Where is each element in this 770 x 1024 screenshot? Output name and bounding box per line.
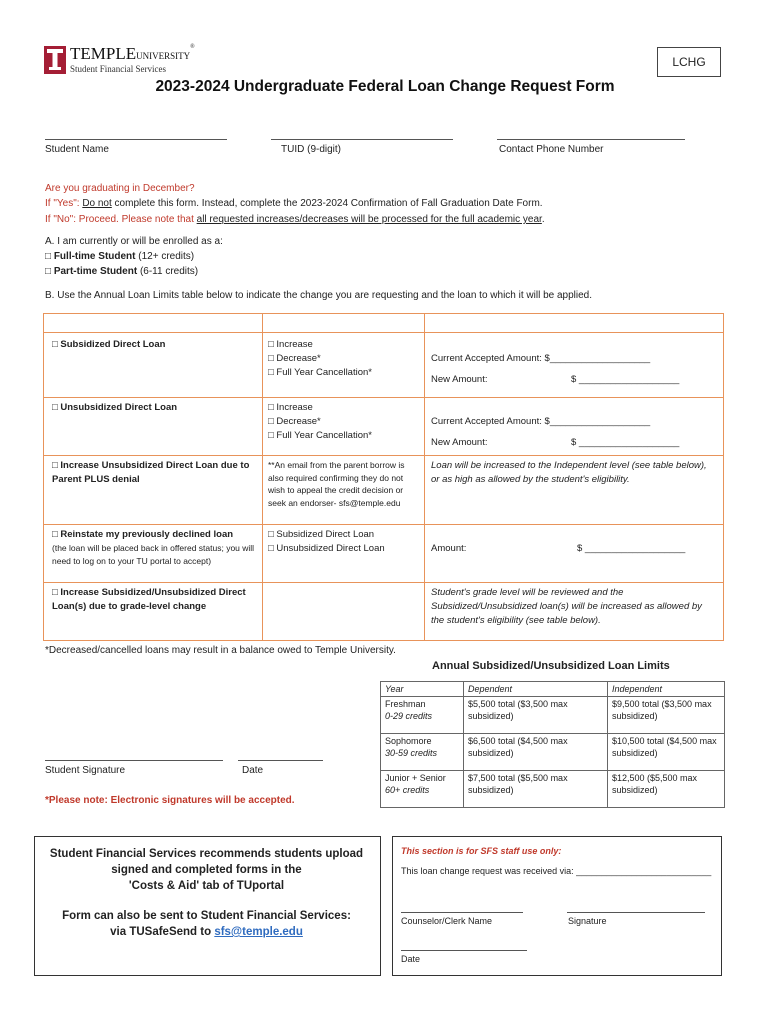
- logo-subtitle: Student Financial Services: [70, 64, 166, 74]
- counselor-name-line[interactable]: [401, 912, 523, 913]
- staff-received-via[interactable]: This loan change request was received via: ___________________________: [401, 866, 712, 876]
- student-name-label: Student Name: [45, 144, 109, 155]
- phone-label: Contact Phone Number: [499, 144, 604, 155]
- reinstate-amount-field[interactable]: $ ___________________: [577, 543, 686, 554]
- part-time-option[interactable]: □ Part-time Student (6-11 credits): [45, 266, 199, 277]
- section-a-label: A. I am currently or will be enrolled as a:: [45, 236, 223, 247]
- graduation-yes-instruction: If "Yes": Do not complete this form. Instead, complete the 2023-2024 Confirmation of Fall Graduation Date Form.: [45, 198, 543, 209]
- reinstate-amount-label: Amount:: [431, 543, 467, 554]
- date-line[interactable]: [238, 760, 323, 761]
- reinstate-subsidized-option[interactable]: □ Subsidized Direct Loan: [268, 529, 375, 540]
- limits-table-title: Annual Subsidized/Unsubsidized Loan Limits: [432, 660, 670, 672]
- graduation-question: Are you graduating in December?: [45, 183, 195, 194]
- reinstate-unsubsidized-option[interactable]: □ Unsubsidized Direct Loan: [268, 543, 385, 554]
- full-time-option[interactable]: □ Full-time Student (12+ credits): [45, 251, 195, 262]
- student-signature-label: Student Signature: [45, 765, 126, 776]
- loan-limits-table: [380, 681, 725, 808]
- table-header-row: [381, 682, 725, 697]
- staff-date-label: Date: [401, 954, 421, 964]
- unsubsidized-increase-option[interactable]: □ Increase: [268, 402, 313, 413]
- tuid-line[interactable]: [271, 139, 453, 140]
- grade-level-option[interactable]: □ Increase Subsidized/Unsubsidized Direct Loan(s) due to grade-level change: [52, 587, 246, 612]
- unsubsidized-decrease-option[interactable]: □ Decrease*: [268, 416, 321, 427]
- subsidized-current-amount[interactable]: Current Accepted Amount: $___________________: [431, 353, 651, 364]
- upload-instructions-text: Student Financial Services recommends students upload signed and completed forms in the 'Costs & Aid' tab of TUportal Form can also be sent to Student Financial Services: via TUSafeSend to sfs@temple.edu: [49, 848, 364, 938]
- header-independent: Independent: [608, 682, 725, 697]
- counselor-name-label: Counselor/Clerk Name: [401, 916, 493, 926]
- temple-logo-icon: [44, 46, 66, 74]
- staff-signature-label: Signature: [568, 916, 607, 926]
- subsidized-decrease-option[interactable]: □ Decrease*: [268, 353, 321, 364]
- student-name-line[interactable]: [45, 139, 227, 140]
- checkbox[interactable]: □: [45, 266, 52, 277]
- unsubsidized-cancel-option[interactable]: □ Full Year Cancellation*: [268, 430, 372, 441]
- unsubsidized-loan-option[interactable]: □ Unsubsidized Direct Loan: [52, 402, 178, 413]
- section-b-label: B. Use the Annual Loan Limits table below to indicate the change you are requesting and the loan to which it will be applied.: [45, 290, 593, 301]
- plus-denial-note: **An email from the parent borrow is also required confirming they do not wish to appeal the credit decision or seek an endorser- sfs@temple.edu: [268, 460, 405, 508]
- unsubsidized-current-amount[interactable]: Current Accepted Amount: $___________________: [431, 416, 651, 427]
- checkbox[interactable]: □: [45, 251, 52, 262]
- staff-section-title: This section is for SFS staff use only:: [401, 846, 562, 856]
- date-label: Date: [242, 765, 264, 776]
- table-row: Freshman 0-29 credits $5,500 total ($3,500 max subsidized) $9,500 total ($3,500 max subsidized): [381, 697, 725, 734]
- subsidized-new-amount-label: New Amount:: [431, 374, 488, 385]
- staff-signature-line[interactable]: [567, 912, 705, 913]
- page-title: 2023-2024 Undergraduate Federal Loan Change Request Form: [155, 78, 615, 95]
- footnote: *Decreased/cancelled loans may result in a balance owed to Temple University.: [45, 645, 396, 656]
- form-code-badge: LCHG: [657, 47, 721, 77]
- logo-wordmark: TEMPLEUNIVERSITY®: [70, 44, 195, 63]
- tuid-label: TUID (9-digit): [281, 144, 342, 155]
- sfs-email-link[interactable]: sfs@temple.edu: [214, 926, 303, 938]
- student-signature-line[interactable]: [45, 760, 223, 761]
- header-year: Year: [381, 682, 464, 697]
- graduation-no-instruction: If "No": Proceed. Please note that all requested increases/decreases will be processed for the full academic year.: [45, 214, 545, 225]
- grade-level-result: Student's grade level will be reviewed and the Subsidized/Unsubsidized loan(s) will be increased as allowed by the student's eligibility (see table below).: [431, 587, 702, 626]
- reinstate-loan-option[interactable]: □ Reinstate my previously declined loan: [52, 529, 234, 540]
- staff-use-box: [392, 836, 722, 976]
- header-dependent: Dependent: [464, 682, 608, 697]
- plus-denial-result: Loan will be increased to the Independent level (see table below), or as high as allowed by the student's eligibility.: [431, 460, 707, 485]
- subsidized-loan-option[interactable]: □ Subsidized Direct Loan: [52, 339, 166, 350]
- unsubsidized-new-amount-label: New Amount:: [431, 437, 488, 448]
- subsidized-new-amount-field[interactable]: $ ___________________: [571, 374, 680, 385]
- table-row: Sophomore 30-59 credits $6,500 total ($4,500 max subsidized) $10,500 total ($4,500 max subsidized): [381, 734, 725, 771]
- subsidized-cancel-option[interactable]: □ Full Year Cancellation*: [268, 367, 372, 378]
- plus-denial-option[interactable]: □ Increase Unsubsidized Direct Loan due to Parent PLUS denial: [52, 460, 250, 485]
- unsubsidized-new-amount-field[interactable]: $ ___________________: [571, 437, 680, 448]
- phone-line[interactable]: [497, 139, 685, 140]
- subsidized-increase-option[interactable]: □ Increase: [268, 339, 313, 350]
- electronic-signature-note: *Please note: Electronic signatures will be accepted.: [45, 795, 295, 806]
- reinstate-loan-note: (the loan will be placed back in offered status; you will need to log on to your TU portal to accept): [52, 543, 255, 566]
- table-row: Junior + Senior 60+ credits $7,500 total ($5,500 max subsidized) $12,500 ($5,500 max subsidized): [381, 771, 725, 808]
- staff-date-line[interactable]: [401, 950, 527, 951]
